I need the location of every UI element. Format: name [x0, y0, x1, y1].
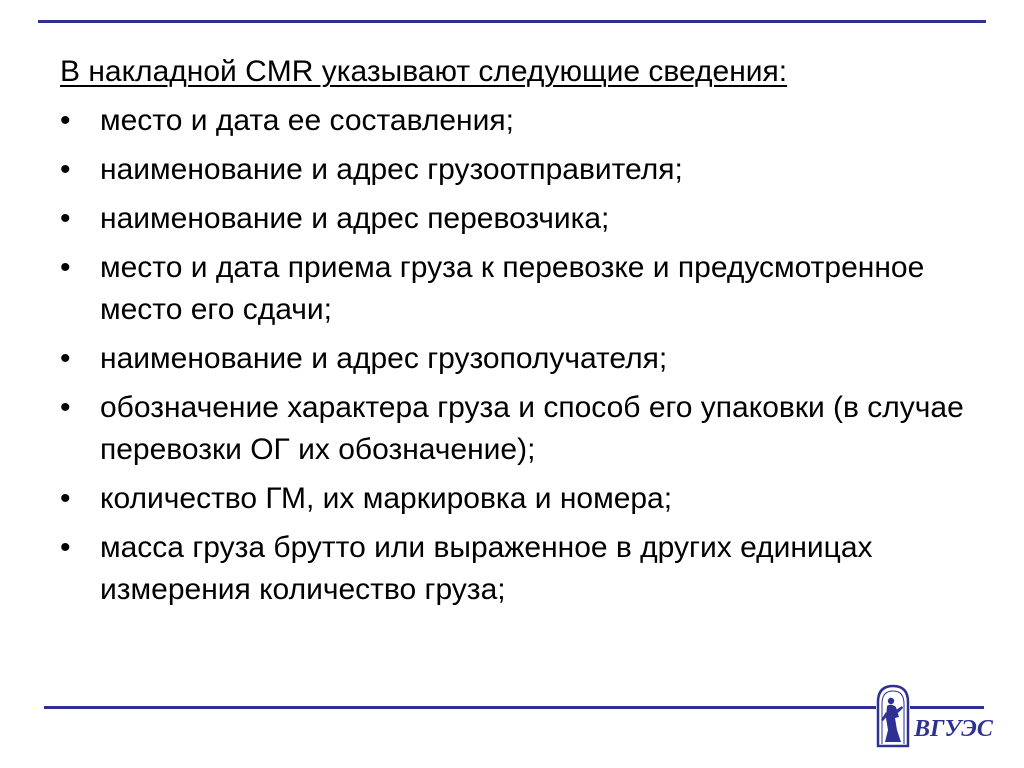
list-item-text: количество ГМ, их маркировка и номера;	[100, 482, 673, 515]
list-item-text: наименование и адрес перевозчика;	[100, 202, 610, 235]
top-divider	[38, 20, 986, 23]
bullet-icon: •	[60, 104, 71, 137]
list-item-text: обозначение характера груза и способ его упаковки (в случае перевозки ОГ их обозначение);	[100, 391, 964, 466]
bullet-icon: •	[60, 251, 71, 284]
list-item	[60, 478, 980, 520]
list-item-text: наименование и адрес грузоотправителя;	[100, 153, 683, 186]
list-item	[60, 100, 980, 142]
bullet-icon: •	[60, 153, 71, 186]
list-item-text: место и дата ее составления;	[100, 104, 514, 137]
logo-text: ВГУЭС	[914, 716, 993, 742]
slide-heading: В накладной CMR указывают следующие сведения:	[60, 55, 788, 88]
university-logo	[872, 684, 1002, 750]
bottom-divider	[44, 706, 984, 709]
bullet-icon: •	[60, 531, 71, 564]
slide-content	[60, 51, 980, 618]
bullet-icon: •	[60, 391, 71, 424]
list-item-text: наименование и адрес грузополучателя;	[100, 342, 668, 375]
bullet-list	[60, 100, 980, 611]
list-item	[60, 527, 980, 611]
list-item	[60, 387, 980, 471]
list-item	[60, 247, 980, 331]
bullet-icon: •	[60, 342, 71, 375]
list-item-text: масса груза брутто или выраженное в других единицах измерения количество груза;	[100, 531, 873, 606]
university-emblem-icon	[872, 684, 1002, 750]
bullet-icon: •	[60, 202, 71, 235]
list-item	[60, 198, 980, 240]
list-item	[60, 338, 980, 380]
list-item	[60, 149, 980, 191]
list-item-text: место и дата приема груза к перевозке и предусмотренное место его сдачи;	[100, 251, 925, 326]
bullet-icon: •	[60, 482, 71, 515]
